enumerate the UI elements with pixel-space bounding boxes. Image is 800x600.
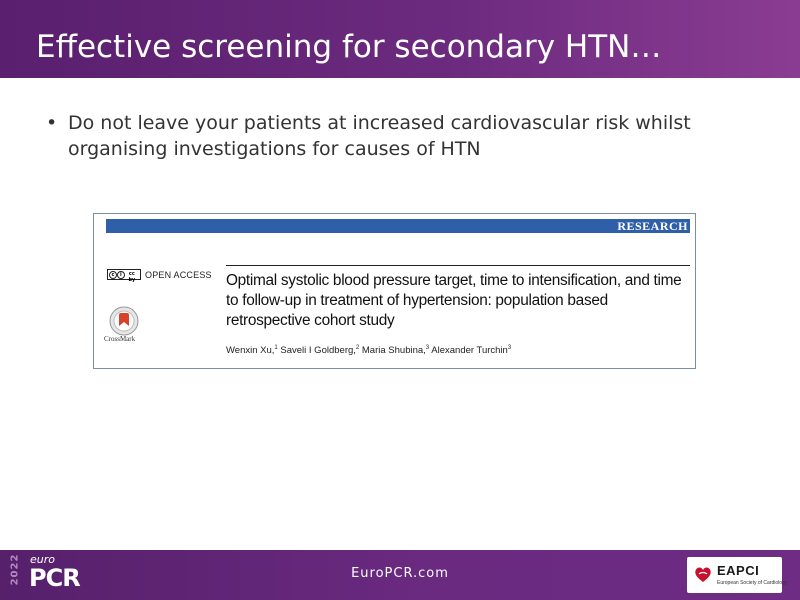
- paper-excerpt: [93, 213, 696, 369]
- title-bar: [0, 0, 800, 78]
- author: Wenxin Xu,: [226, 345, 275, 357]
- cc-license-icon: [107, 269, 141, 283]
- badge-text: cc by: [128, 270, 136, 283]
- bullet-dot: •: [46, 112, 58, 134]
- author-list: [226, 345, 511, 356]
- bullet-text: Do not leave your patients at increased cardiovascular risk whilst organising investigations for causes of HTN: [68, 112, 691, 160]
- brand-prefix: euro: [30, 553, 55, 566]
- author-affiliation: 3: [507, 345, 512, 351]
- crossmark-label: CrossMark: [104, 335, 136, 343]
- research-banner: [106, 219, 690, 233]
- paper-title: Optimal systolic blood pressure target, time to intensification, and time to follow-up in treatment of hypertension: population based retrospective cohort study: [226, 272, 682, 329]
- author-affiliation: 1: [274, 345, 278, 351]
- heart-icon: [693, 564, 713, 584]
- author-affiliation: 2: [355, 345, 360, 351]
- cc-icon: c: [109, 271, 117, 279]
- bullet-list: [46, 110, 746, 162]
- by-icon: i: [117, 271, 125, 279]
- author: Alexander Turchin: [431, 345, 508, 357]
- eapci-logo: [687, 557, 788, 593]
- crossmark-icon: [109, 306, 139, 336]
- footer-bar: [0, 550, 800, 600]
- eapci-text: EAPCI: [717, 563, 760, 578]
- slide-title: Effective screening for secondary HTN…: [36, 29, 662, 65]
- website-label: EuroPCR.com: [351, 566, 449, 581]
- author: Saveli I Goldberg,: [280, 345, 356, 357]
- title-rule: [226, 265, 690, 266]
- author-affiliation: 3: [425, 345, 430, 351]
- year-label: 2022: [9, 553, 21, 586]
- research-label: RESEARCH: [617, 219, 688, 233]
- open-access-label: OPEN ACCESS: [145, 270, 212, 280]
- bullet-item: [46, 110, 746, 162]
- brand-logo: PCR: [29, 564, 80, 592]
- author: Maria Shubina,: [361, 345, 426, 357]
- eapci-subtext: European Society of Cardiology: [717, 580, 788, 586]
